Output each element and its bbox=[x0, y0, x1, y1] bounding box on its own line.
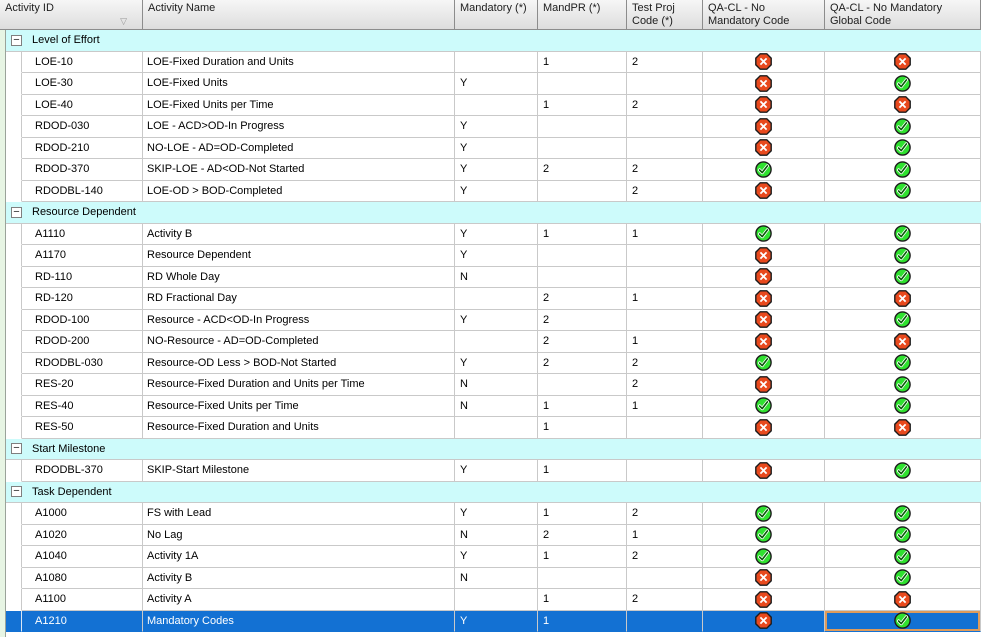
row-indent-cell bbox=[6, 396, 22, 418]
green-check-circle-icon bbox=[894, 139, 911, 156]
qa-no-mandatory-code-cell[interactable] bbox=[703, 417, 825, 439]
test-proj-code-cell[interactable] bbox=[627, 73, 703, 95]
green-check-circle-icon bbox=[894, 75, 911, 92]
green-check-circle-icon bbox=[894, 247, 911, 264]
activity-name-cell[interactable]: LOE-OD > BOD-Completed bbox=[143, 181, 455, 203]
qa-no-mandatory-code-cell[interactable] bbox=[703, 331, 825, 353]
mandatory-cell[interactable]: Y bbox=[455, 159, 538, 181]
group-row[interactable] bbox=[6, 482, 981, 504]
table-row[interactable] bbox=[6, 181, 981, 203]
activity-name-cell[interactable]: FS with Lead bbox=[143, 503, 455, 525]
table-row[interactable] bbox=[6, 568, 981, 590]
test-proj-code-cell[interactable]: 2 bbox=[627, 546, 703, 568]
activity-name-cell[interactable]: Resource - ACD<OD-In Progress bbox=[143, 310, 455, 332]
red-x-octagon-icon bbox=[894, 333, 911, 350]
activity-name-cell[interactable]: SKIP-LOE - AD<OD-Not Started bbox=[143, 159, 455, 181]
mandpr-cell[interactable] bbox=[538, 73, 627, 95]
mandatory-cell[interactable]: Y bbox=[455, 546, 538, 568]
row-indent-cell bbox=[6, 224, 22, 246]
mandpr-cell[interactable]: 1 bbox=[538, 611, 627, 633]
qa-no-mandatory-code-cell[interactable] bbox=[703, 353, 825, 375]
qa-no-mandatory-code-cell[interactable] bbox=[703, 310, 825, 332]
mandatory-cell[interactable]: N bbox=[455, 525, 538, 547]
test-proj-code-cell[interactable] bbox=[627, 138, 703, 160]
green-check-circle-icon bbox=[894, 397, 911, 414]
qa-no-mandatory-global-code-cell[interactable] bbox=[825, 95, 981, 117]
mandpr-cell[interactable]: 2 bbox=[538, 310, 627, 332]
mandpr-cell[interactable]: 2 bbox=[538, 331, 627, 353]
test-proj-code-cell[interactable]: 1 bbox=[627, 396, 703, 418]
group-label: Start Milestone bbox=[32, 442, 106, 455]
qa-no-mandatory-global-code-cell[interactable] bbox=[825, 288, 981, 310]
activity-id-cell[interactable]: RD-110 bbox=[22, 267, 143, 289]
test-proj-code-cell[interactable]: 2 bbox=[627, 159, 703, 181]
qa-no-mandatory-global-code-cell[interactable] bbox=[825, 417, 981, 439]
mandpr-cell[interactable]: 2 bbox=[538, 353, 627, 375]
test-proj-code-cell[interactable]: 2 bbox=[627, 95, 703, 117]
table-row[interactable] bbox=[6, 611, 981, 633]
table-row[interactable] bbox=[6, 460, 981, 482]
red-x-octagon-icon bbox=[755, 569, 772, 586]
table-row[interactable] bbox=[6, 589, 981, 611]
mandatory-cell[interactable] bbox=[455, 95, 538, 117]
qa-no-mandatory-code-cell[interactable] bbox=[703, 138, 825, 160]
activity-name-cell[interactable]: Activity B bbox=[143, 224, 455, 246]
green-check-circle-icon bbox=[894, 311, 911, 328]
column-header-label: Activity Name bbox=[148, 2, 216, 14]
qa-no-mandatory-global-code-cell[interactable] bbox=[825, 138, 981, 160]
green-check-circle-icon bbox=[894, 376, 911, 393]
mandpr-cell[interactable]: 1 bbox=[538, 95, 627, 117]
table-row[interactable] bbox=[6, 159, 981, 181]
activity-name-cell[interactable]: RD Fractional Day bbox=[143, 288, 455, 310]
group-row[interactable] bbox=[6, 202, 981, 224]
qa-no-mandatory-global-code-cell[interactable] bbox=[825, 503, 981, 525]
activity-name-cell[interactable]: RD Whole Day bbox=[143, 267, 455, 289]
qa-no-mandatory-global-code-cell[interactable] bbox=[825, 546, 981, 568]
table-row[interactable] bbox=[6, 224, 981, 246]
column-header-qa-no-mandatory-code[interactable] bbox=[703, 0, 825, 29]
activity-name-cell[interactable]: Activity 1A bbox=[143, 546, 455, 568]
qa-no-mandatory-global-code-cell[interactable] bbox=[825, 460, 981, 482]
qa-no-mandatory-code-cell[interactable] bbox=[703, 52, 825, 74]
row-indent-cell bbox=[6, 503, 22, 525]
minus-box-icon[interactable]: − bbox=[11, 207, 22, 218]
mandpr-cell[interactable]: 2 bbox=[538, 288, 627, 310]
qa-no-mandatory-global-code-cell[interactable] bbox=[825, 245, 981, 267]
table-row[interactable] bbox=[6, 310, 981, 332]
row-indent-cell bbox=[6, 331, 22, 353]
red-x-octagon-icon bbox=[755, 118, 772, 135]
qa-no-mandatory-global-code-cell[interactable] bbox=[825, 52, 981, 74]
row-indent-cell bbox=[6, 159, 22, 181]
qa-no-mandatory-code-cell[interactable] bbox=[703, 611, 825, 633]
activity-name-cell[interactable]: Resource-Fixed Duration and Units bbox=[143, 417, 455, 439]
activity-id-cell[interactable]: A1000 bbox=[22, 503, 143, 525]
qa-no-mandatory-global-code-cell[interactable] bbox=[825, 267, 981, 289]
activity-id-cell[interactable]: RDOD-100 bbox=[22, 310, 143, 332]
qa-no-mandatory-global-code-cell[interactable] bbox=[825, 73, 981, 95]
test-proj-code-cell[interactable] bbox=[627, 310, 703, 332]
test-proj-code-cell[interactable]: 2 bbox=[627, 353, 703, 375]
table-row[interactable] bbox=[6, 245, 981, 267]
test-proj-code-cell[interactable]: 2 bbox=[627, 374, 703, 396]
activity-id-cell[interactable]: RDODBL-370 bbox=[22, 460, 143, 482]
test-proj-code-cell[interactable] bbox=[627, 460, 703, 482]
qa-no-mandatory-global-code-cell[interactable] bbox=[825, 396, 981, 418]
row-indent-cell bbox=[6, 611, 22, 633]
activity-id-cell[interactable]: RES-40 bbox=[22, 396, 143, 418]
activity-name-cell[interactable]: Resource-Fixed Duration and Units per Time bbox=[143, 374, 455, 396]
column-header-activity-id[interactable] bbox=[0, 0, 143, 29]
activity-id-cell[interactable]: RDODBL-030 bbox=[22, 353, 143, 375]
activity-name-cell[interactable]: LOE-Fixed Duration and Units bbox=[143, 52, 455, 74]
activity-id-cell[interactable]: A1110 bbox=[22, 224, 143, 246]
mandatory-cell[interactable]: N bbox=[455, 374, 538, 396]
qa-no-mandatory-global-code-cell[interactable] bbox=[825, 374, 981, 396]
green-check-circle-icon bbox=[894, 526, 911, 543]
activity-name-cell[interactable]: SKIP-Start Milestone bbox=[143, 460, 455, 482]
rows-container bbox=[0, 30, 981, 637]
green-check-circle-icon bbox=[755, 548, 772, 565]
qa-no-mandatory-code-cell[interactable] bbox=[703, 267, 825, 289]
mandpr-cell[interactable] bbox=[538, 267, 627, 289]
group-label: Resource Dependent bbox=[32, 206, 136, 219]
activity-id-cell[interactable]: RDODBL-140 bbox=[22, 181, 143, 203]
table-header bbox=[0, 0, 981, 30]
left-edge-strip bbox=[0, 30, 6, 637]
green-check-circle-icon bbox=[894, 354, 911, 371]
activity-id-cell[interactable]: A1020 bbox=[22, 525, 143, 547]
mandpr-cell[interactable] bbox=[538, 374, 627, 396]
qa-no-mandatory-code-cell[interactable] bbox=[703, 568, 825, 590]
green-check-circle-icon bbox=[894, 569, 911, 586]
column-header-activity-name[interactable] bbox=[143, 0, 455, 29]
green-check-circle-icon bbox=[894, 268, 911, 285]
row-indent-cell bbox=[6, 568, 22, 590]
mandatory-cell[interactable]: Y bbox=[455, 138, 538, 160]
test-proj-code-cell[interactable]: 2 bbox=[627, 503, 703, 525]
activity-id-cell[interactable]: A1170 bbox=[22, 245, 143, 267]
activity-name-cell[interactable]: Resource-Fixed Units per Time bbox=[143, 396, 455, 418]
mandatory-cell[interactable] bbox=[455, 52, 538, 74]
activity-id-cell[interactable]: A1100 bbox=[22, 589, 143, 611]
activity-name-cell[interactable]: LOE - ACD>OD-In Progress bbox=[143, 116, 455, 138]
red-x-octagon-icon bbox=[755, 333, 772, 350]
mandpr-cell[interactable] bbox=[538, 138, 627, 160]
activity-id-cell[interactable]: RDOD-030 bbox=[22, 116, 143, 138]
group-row[interactable] bbox=[6, 30, 981, 52]
mandpr-cell[interactable]: 1 bbox=[538, 417, 627, 439]
activity-id-cell[interactable]: RDOD-370 bbox=[22, 159, 143, 181]
mandatory-cell[interactable]: Y bbox=[455, 460, 538, 482]
activity-name-cell[interactable]: Activity B bbox=[143, 568, 455, 590]
green-check-circle-icon bbox=[894, 161, 911, 178]
table-row[interactable] bbox=[6, 396, 981, 418]
activity-name-cell[interactable]: No Lag bbox=[143, 525, 455, 547]
column-header-mandpr[interactable] bbox=[538, 0, 627, 29]
red-x-octagon-icon bbox=[894, 419, 911, 436]
qa-no-mandatory-code-cell[interactable] bbox=[703, 288, 825, 310]
activity-id-cell[interactable]: A1040 bbox=[22, 546, 143, 568]
column-header-qa-no-mandatory-global-code[interactable] bbox=[825, 0, 981, 29]
qa-no-mandatory-global-code-cell[interactable] bbox=[825, 589, 981, 611]
qa-no-mandatory-code-cell[interactable] bbox=[703, 503, 825, 525]
minus-box-icon[interactable]: − bbox=[11, 486, 22, 497]
activity-id-cell[interactable]: LOE-40 bbox=[22, 95, 143, 117]
table-row[interactable] bbox=[6, 331, 981, 353]
red-x-octagon-icon bbox=[755, 612, 772, 629]
test-proj-code-cell[interactable] bbox=[627, 611, 703, 633]
test-proj-code-cell[interactable] bbox=[627, 116, 703, 138]
group-row[interactable] bbox=[6, 439, 981, 461]
activity-id-cell[interactable]: A1080 bbox=[22, 568, 143, 590]
table-row[interactable] bbox=[6, 525, 981, 547]
mandpr-cell[interactable]: 2 bbox=[538, 525, 627, 547]
qa-no-mandatory-global-code-cell[interactable] bbox=[825, 310, 981, 332]
mandpr-cell[interactable] bbox=[538, 181, 627, 203]
test-proj-code-cell[interactable]: 2 bbox=[627, 52, 703, 74]
row-indent-cell bbox=[6, 417, 22, 439]
mandatory-cell[interactable]: N bbox=[455, 267, 538, 289]
test-proj-code-cell[interactable] bbox=[627, 267, 703, 289]
test-proj-code-cell[interactable]: 1 bbox=[627, 525, 703, 547]
qa-no-mandatory-code-cell[interactable] bbox=[703, 396, 825, 418]
mandpr-cell[interactable] bbox=[538, 116, 627, 138]
green-check-circle-icon bbox=[894, 548, 911, 565]
test-proj-code-cell[interactable] bbox=[627, 568, 703, 590]
qa-no-mandatory-global-code-cell[interactable] bbox=[825, 159, 981, 181]
qa-no-mandatory-global-code-cell[interactable] bbox=[825, 611, 981, 633]
row-indent-cell bbox=[6, 73, 22, 95]
green-check-circle-icon bbox=[894, 462, 911, 479]
activity-id-cell[interactable]: RD-120 bbox=[22, 288, 143, 310]
column-header-label: QA-CL - No Mandatory Global Code bbox=[830, 2, 943, 27]
test-proj-code-cell[interactable]: 2 bbox=[627, 181, 703, 203]
mandatory-cell[interactable]: Y bbox=[455, 245, 538, 267]
mandatory-cell[interactable]: Y bbox=[455, 181, 538, 203]
qa-no-mandatory-code-cell[interactable] bbox=[703, 95, 825, 117]
column-header-mandatory[interactable] bbox=[455, 0, 538, 29]
row-indent-cell bbox=[6, 546, 22, 568]
mandpr-cell[interactable]: 1 bbox=[538, 546, 627, 568]
activity-name-cell[interactable]: Activity A bbox=[143, 589, 455, 611]
table-row[interactable] bbox=[6, 95, 981, 117]
mandpr-cell[interactable]: 1 bbox=[538, 224, 627, 246]
row-indent-cell bbox=[6, 310, 22, 332]
mandpr-cell[interactable] bbox=[538, 568, 627, 590]
mandpr-cell[interactable]: 1 bbox=[538, 589, 627, 611]
bottom-filler bbox=[6, 632, 981, 637]
column-header-label: QA-CL - No Mandatory Code bbox=[708, 2, 790, 27]
test-proj-code-cell[interactable]: 1 bbox=[627, 288, 703, 310]
activity-name-cell[interactable]: LOE-Fixed Units bbox=[143, 73, 455, 95]
green-check-circle-icon bbox=[755, 505, 772, 522]
row-indent-cell bbox=[6, 95, 22, 117]
test-proj-code-cell[interactable] bbox=[627, 245, 703, 267]
column-header-label: Test Proj Code (*) bbox=[632, 2, 675, 27]
minus-box-icon[interactable]: − bbox=[11, 35, 22, 46]
activity-name-cell[interactable]: Resource-OD Less > BOD-Not Started bbox=[143, 353, 455, 375]
test-proj-code-cell[interactable]: 1 bbox=[627, 331, 703, 353]
red-x-octagon-icon bbox=[755, 419, 772, 436]
qa-no-mandatory-code-cell[interactable] bbox=[703, 460, 825, 482]
red-x-octagon-icon bbox=[894, 96, 911, 113]
mandatory-cell[interactable]: Y bbox=[455, 224, 538, 246]
table-row[interactable] bbox=[6, 374, 981, 396]
activity-id-cell[interactable]: RES-50 bbox=[22, 417, 143, 439]
activity-name-cell[interactable]: NO-Resource - AD=OD-Completed bbox=[143, 331, 455, 353]
row-indent-cell bbox=[6, 52, 22, 74]
mandpr-cell[interactable]: 1 bbox=[538, 52, 627, 74]
table-row[interactable] bbox=[6, 503, 981, 525]
column-header-label: Mandatory (*) bbox=[460, 2, 527, 14]
row-indent-cell bbox=[6, 288, 22, 310]
red-x-octagon-icon bbox=[894, 591, 911, 608]
mandpr-cell[interactable]: 1 bbox=[538, 503, 627, 525]
activity-id-cell[interactable]: RES-20 bbox=[22, 374, 143, 396]
activity-id-cell[interactable]: LOE-10 bbox=[22, 52, 143, 74]
red-x-octagon-icon bbox=[755, 53, 772, 70]
mandatory-cell[interactable]: Y bbox=[455, 310, 538, 332]
test-proj-code-cell[interactable] bbox=[627, 417, 703, 439]
mandatory-cell[interactable] bbox=[455, 417, 538, 439]
red-x-octagon-icon bbox=[755, 311, 772, 328]
table-row[interactable] bbox=[6, 52, 981, 74]
qa-no-mandatory-code-cell[interactable] bbox=[703, 224, 825, 246]
group-label: Task Dependent bbox=[32, 485, 112, 498]
mandatory-cell[interactable] bbox=[455, 589, 538, 611]
green-check-circle-icon bbox=[894, 182, 911, 199]
green-check-circle-icon bbox=[894, 225, 911, 242]
red-x-octagon-icon bbox=[755, 75, 772, 92]
qa-no-mandatory-global-code-cell[interactable] bbox=[825, 525, 981, 547]
red-x-octagon-icon bbox=[755, 247, 772, 264]
activity-name-cell[interactable]: Mandatory Codes bbox=[143, 611, 455, 633]
table-row[interactable] bbox=[6, 138, 981, 160]
column-header-test-proj-code[interactable] bbox=[627, 0, 703, 29]
mandpr-cell[interactable]: 1 bbox=[538, 396, 627, 418]
qa-no-mandatory-code-cell[interactable] bbox=[703, 116, 825, 138]
row-indent-cell bbox=[6, 460, 22, 482]
mandpr-cell[interactable]: 1 bbox=[538, 460, 627, 482]
mandatory-cell[interactable]: Y bbox=[455, 611, 538, 633]
red-x-octagon-icon bbox=[894, 53, 911, 70]
qa-no-mandatory-code-cell[interactable] bbox=[703, 589, 825, 611]
activity-name-cell[interactable]: LOE-Fixed Units per Time bbox=[143, 95, 455, 117]
mandatory-cell[interactable]: N bbox=[455, 396, 538, 418]
green-check-circle-icon bbox=[894, 612, 911, 629]
qa-no-mandatory-global-code-cell[interactable] bbox=[825, 331, 981, 353]
table-row[interactable] bbox=[6, 116, 981, 138]
activity-name-cell[interactable]: Resource Dependent bbox=[143, 245, 455, 267]
table-body bbox=[0, 30, 981, 637]
red-x-octagon-icon bbox=[755, 96, 772, 113]
mandatory-cell[interactable]: Y bbox=[455, 353, 538, 375]
red-x-octagon-icon bbox=[894, 290, 911, 307]
qa-no-mandatory-code-cell[interactable] bbox=[703, 181, 825, 203]
group-label: Level of Effort bbox=[32, 34, 100, 47]
row-indent-cell bbox=[6, 116, 22, 138]
row-indent-cell bbox=[6, 525, 22, 547]
qa-no-mandatory-code-cell[interactable] bbox=[703, 374, 825, 396]
row-indent-cell bbox=[6, 138, 22, 160]
qa-no-mandatory-global-code-cell[interactable] bbox=[825, 116, 981, 138]
qa-no-mandatory-code-cell[interactable] bbox=[703, 245, 825, 267]
mandatory-cell[interactable] bbox=[455, 288, 538, 310]
row-indent-cell bbox=[6, 374, 22, 396]
qa-no-mandatory-global-code-cell[interactable] bbox=[825, 224, 981, 246]
column-header-label: Activity ID bbox=[5, 2, 54, 14]
activity-id-cell[interactable]: LOE-30 bbox=[22, 73, 143, 95]
table-row[interactable] bbox=[6, 288, 981, 310]
red-x-octagon-icon bbox=[755, 591, 772, 608]
row-indent-cell bbox=[6, 181, 22, 203]
green-check-circle-icon bbox=[894, 505, 911, 522]
test-proj-code-cell[interactable]: 1 bbox=[627, 224, 703, 246]
red-x-octagon-icon bbox=[755, 182, 772, 199]
mandatory-cell[interactable]: Y bbox=[455, 73, 538, 95]
red-x-octagon-icon bbox=[755, 290, 772, 307]
green-check-circle-icon bbox=[755, 225, 772, 242]
green-check-circle-icon bbox=[755, 161, 772, 178]
green-check-circle-icon bbox=[755, 526, 772, 543]
qa-no-mandatory-global-code-cell[interactable] bbox=[825, 568, 981, 590]
qa-no-mandatory-code-cell[interactable] bbox=[703, 525, 825, 547]
table-row[interactable] bbox=[6, 73, 981, 95]
mandpr-cell[interactable] bbox=[538, 245, 627, 267]
red-x-octagon-icon bbox=[755, 462, 772, 479]
mandpr-cell[interactable]: 2 bbox=[538, 159, 627, 181]
green-check-circle-icon bbox=[755, 354, 772, 371]
table-row[interactable] bbox=[6, 417, 981, 439]
red-x-octagon-icon bbox=[755, 139, 772, 156]
mandatory-cell[interactable]: Y bbox=[455, 503, 538, 525]
table-row[interactable] bbox=[6, 353, 981, 375]
qa-no-mandatory-global-code-cell[interactable] bbox=[825, 181, 981, 203]
activity-id-cell[interactable]: RDOD-210 bbox=[22, 138, 143, 160]
row-indent-cell bbox=[6, 267, 22, 289]
test-proj-code-cell[interactable]: 2 bbox=[627, 589, 703, 611]
activity-id-cell[interactable]: RDOD-200 bbox=[22, 331, 143, 353]
green-check-circle-icon bbox=[755, 397, 772, 414]
row-indent-cell bbox=[6, 589, 22, 611]
red-x-octagon-icon bbox=[755, 268, 772, 285]
table-row[interactable] bbox=[6, 267, 981, 289]
qa-no-mandatory-code-cell[interactable] bbox=[703, 159, 825, 181]
green-check-circle-icon bbox=[894, 118, 911, 135]
row-indent-cell bbox=[6, 245, 22, 267]
row-indent-cell bbox=[6, 353, 22, 375]
column-header-label: MandPR (*) bbox=[543, 2, 601, 14]
activity-id-cell[interactable]: A1210 bbox=[22, 611, 143, 633]
minus-box-icon[interactable]: − bbox=[11, 443, 22, 454]
mandatory-cell[interactable] bbox=[455, 331, 538, 353]
qa-no-mandatory-code-cell[interactable] bbox=[703, 546, 825, 568]
qa-no-mandatory-global-code-cell[interactable] bbox=[825, 353, 981, 375]
mandatory-cell[interactable]: N bbox=[455, 568, 538, 590]
table-row[interactable] bbox=[6, 546, 981, 568]
red-x-octagon-icon bbox=[755, 376, 772, 393]
mandatory-cell[interactable]: Y bbox=[455, 116, 538, 138]
activity-name-cell[interactable]: NO-LOE - AD=OD-Completed bbox=[143, 138, 455, 160]
sort-descending-icon: ▽ bbox=[120, 16, 127, 26]
qa-no-mandatory-code-cell[interactable] bbox=[703, 73, 825, 95]
